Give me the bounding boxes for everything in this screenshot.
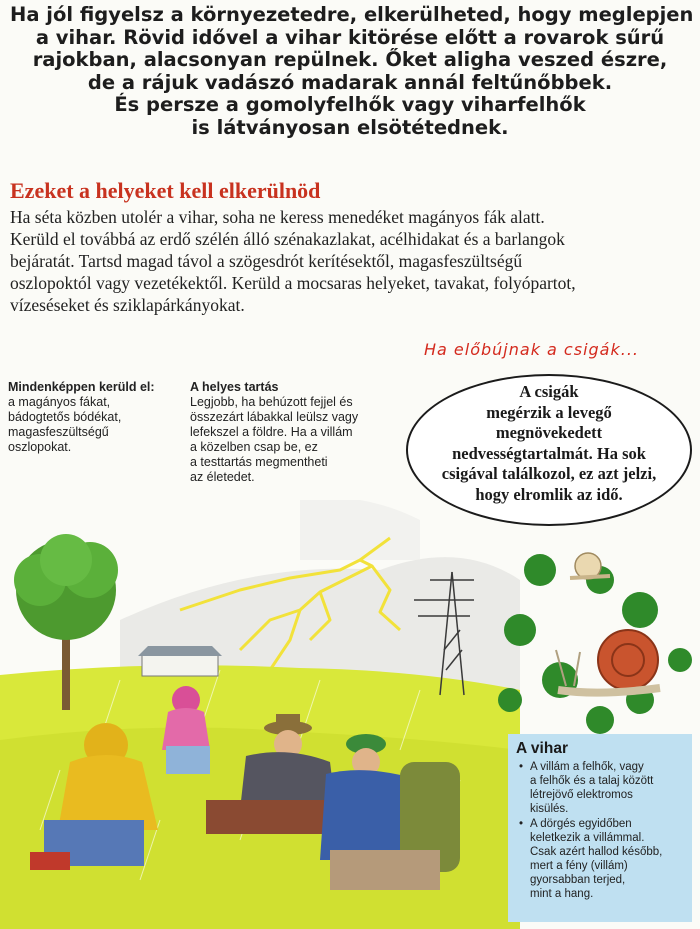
- storm-fact-line: a felhők és a talaj között: [530, 775, 654, 787]
- storm-title: A vihar: [516, 740, 568, 757]
- storm-info-box: [508, 734, 692, 922]
- snail-bubble-text: [406, 382, 692, 505]
- body-line: Kerüld el továbbá az erdő szélén álló szénakazlakat, acélhidakat és a barlangok: [10, 229, 565, 249]
- intro-line: Ha jól figyelsz a környezetedre, elkerülheted, hogy meglepjen: [10, 3, 694, 26]
- bubble-line: A csigák: [519, 382, 579, 401]
- bubble-line: megérzik a levegő: [486, 402, 612, 422]
- avoid-item: magasfeszültségű: [8, 425, 109, 439]
- storm-fact-line: létrejövő elektromos: [530, 789, 633, 801]
- posture-note: [190, 380, 358, 485]
- posture-line: a testtartás megmentheti: [190, 455, 328, 469]
- body-line: Ha séta közben utolér a vihar, soha ne keress menedéket magányos fák alatt.: [10, 207, 545, 227]
- bubble-line: nedvességtartalmát. Ha sok: [452, 443, 646, 463]
- bubble-line: megnövekedett: [495, 423, 603, 442]
- avoid-item: bádogtetős bódékat,: [8, 410, 122, 424]
- avoid-list: [8, 380, 155, 455]
- intro-paragraph: [10, 3, 694, 139]
- body-line: oszlopoktól vagy vezetékektől. Kerüld a mocsaras helyeket, tavakat, folyópartot,: [10, 273, 576, 293]
- intro-line: a vihar. Rövid idővel a vihar kitörése előtt a rovarok sűrű: [35, 25, 665, 49]
- posture-line: Legjobb, ha behúzott fejjel és: [190, 395, 353, 409]
- intro-line: És persze a gomolyfelhők vagy viharfelhők: [114, 93, 586, 116]
- storm-fact-line: gyorsabban terjed,: [530, 874, 626, 886]
- storm-fact-line: keletkezik a villámmal.: [530, 832, 645, 844]
- storm-fact-line: kisülés.: [530, 803, 569, 815]
- storm-fact: [516, 760, 686, 816]
- body-line: vízeséseket és sziklapárkányokat.: [10, 295, 245, 315]
- intro-line: is látványosan elsötétednek.: [191, 115, 509, 139]
- bubble-line: csigával találkozol, ez azt jelzi,: [441, 464, 657, 483]
- avoid-heading: Mindenképpen kerüld el:: [8, 380, 155, 394]
- storm-fact-line: • A dörgés egyidőben: [530, 818, 632, 830]
- hut: [138, 646, 222, 676]
- bubble-line: hogy elromlik az idő.: [475, 484, 623, 504]
- storm-fact-line: • A villám a felhők, vagy: [530, 761, 644, 773]
- storm-fact-line: mint a hang.: [530, 888, 594, 900]
- avoid-item: a magányos fákat,: [8, 395, 111, 409]
- intro-line: de a rájuk vadászó madarak annál feltűnőbbek.: [87, 70, 613, 94]
- storm-fact: [516, 817, 686, 901]
- section-body: [10, 206, 690, 316]
- avoid-item: oszlopokat.: [8, 440, 72, 454]
- posture-line: az életedet.: [190, 470, 255, 484]
- body-line: bejáratát. Tartsd magad távol a szögesdrót kerítésektől, magasfeszültségű: [10, 251, 523, 271]
- storm-facts-list: [516, 760, 686, 901]
- posture-line: összezárt lábakkal leülsz vagy: [190, 410, 359, 424]
- intro-line: rajokban, alacsonyan repülnek. Őket aligha veszed észre,: [32, 48, 668, 71]
- storm-fact-line: Csak azért hallod később,: [530, 846, 663, 858]
- storm-fact-line: mert a fény (villám): [530, 860, 628, 872]
- posture-heading: A helyes tartás: [190, 380, 279, 394]
- snail-caption: Ha előbújnak a csigák...: [424, 340, 639, 359]
- section-title: Ezeket a helyeket kell elkerülnöd: [10, 178, 321, 203]
- posture-line: a közelben csap be, ez: [190, 440, 318, 454]
- posture-line: lefekszel a földre. Ha a villám: [190, 425, 353, 439]
